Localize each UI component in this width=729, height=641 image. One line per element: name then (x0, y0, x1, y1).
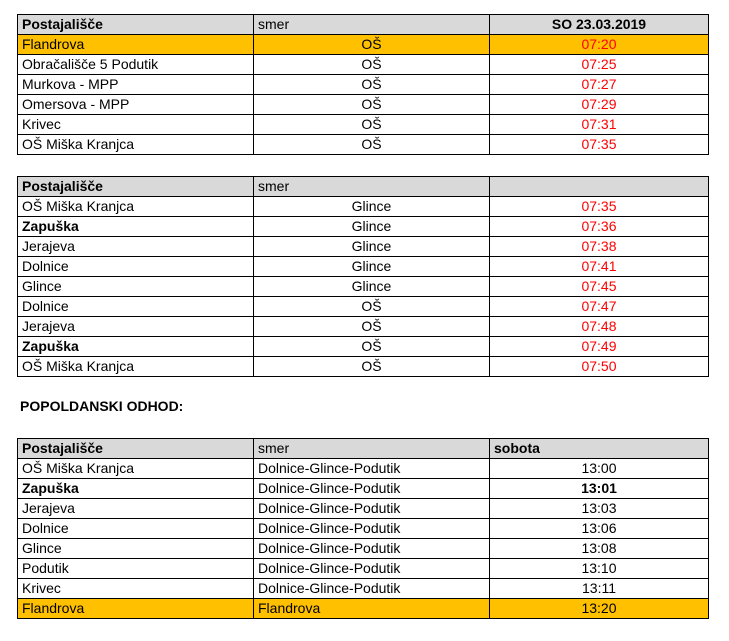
direction-cell: OŠ (254, 55, 490, 75)
time-cell: 07:47 (490, 297, 709, 317)
time-cell: 07:50 (490, 357, 709, 377)
table-row (18, 579, 709, 599)
header-direction: smer (254, 15, 490, 35)
stop-cell: OŠ Miška Kranjca (18, 135, 254, 155)
table-header-row (18, 15, 709, 35)
stop-cell: Podutik (18, 559, 254, 579)
direction-cell: OŠ (254, 135, 490, 155)
table-row (18, 197, 709, 217)
direction-cell: Dolnice-Glince-Podutik (254, 579, 490, 599)
table-row (18, 257, 709, 277)
stop-cell: Jerajeva (18, 499, 254, 519)
direction-cell: OŠ (254, 75, 490, 95)
time-cell: 13:00 (490, 459, 709, 479)
time-cell: 13:20 (490, 599, 709, 619)
header-direction: smer (254, 177, 490, 197)
stop-cell: Flandrova (18, 35, 254, 55)
time-cell: 07:25 (490, 55, 709, 75)
table-row (18, 479, 709, 499)
table-row (18, 75, 709, 95)
table-row (18, 35, 709, 55)
direction-cell: Dolnice-Glince-Podutik (254, 459, 490, 479)
direction-cell: OŠ (254, 297, 490, 317)
direction-cell: OŠ (254, 35, 490, 55)
stop-cell: OŠ Miška Kranjca (18, 357, 254, 377)
table-row (18, 135, 709, 155)
stop-cell: Jerajeva (18, 317, 254, 337)
afternoon-departure-heading: POPOLDANSKI ODHOD: (20, 398, 184, 414)
header-direction: smer (254, 439, 490, 459)
header-date: SO 23.03.2019 (490, 15, 709, 35)
stop-cell: Zapuška (18, 479, 254, 499)
table-header-row (18, 177, 709, 197)
table-row (18, 599, 709, 619)
table-row (18, 357, 709, 377)
table-row (18, 217, 709, 237)
table-row (18, 317, 709, 337)
time-cell: 13:01 (490, 479, 709, 499)
table-row (18, 55, 709, 75)
direction-cell: OŠ (254, 95, 490, 115)
time-cell: 13:10 (490, 559, 709, 579)
direction-cell: Dolnice-Glince-Podutik (254, 499, 490, 519)
table-row (18, 519, 709, 539)
time-cell: 07:48 (490, 317, 709, 337)
direction-cell: OŠ (254, 317, 490, 337)
time-cell: 07:45 (490, 277, 709, 297)
stop-cell: Dolnice (18, 257, 254, 277)
header-stop: Postajališče (18, 439, 254, 459)
direction-cell: Dolnice-Glince-Podutik (254, 539, 490, 559)
time-cell: 07:38 (490, 237, 709, 257)
time-cell: 07:49 (490, 337, 709, 357)
header-time (490, 177, 709, 197)
table-row (18, 337, 709, 357)
table-row (18, 459, 709, 479)
stop-cell: OŠ Miška Kranjca (18, 459, 254, 479)
table-row (18, 95, 709, 115)
direction-cell: Dolnice-Glince-Podutik (254, 479, 490, 499)
stop-cell: Krivec (18, 115, 254, 135)
table-header-row (18, 439, 709, 459)
time-cell: 13:08 (490, 539, 709, 559)
stop-cell: Zapuška (18, 337, 254, 357)
direction-cell: Glince (254, 217, 490, 237)
stop-cell: Jerajeva (18, 237, 254, 257)
direction-cell: Glince (254, 257, 490, 277)
time-cell: 13:11 (490, 579, 709, 599)
stop-cell: Krivec (18, 579, 254, 599)
time-cell: 07:20 (490, 35, 709, 55)
table-row (18, 499, 709, 519)
stop-cell: OŠ Miška Kranjca (18, 197, 254, 217)
time-cell: 07:27 (490, 75, 709, 95)
stop-cell: Obračališče 5 Podutik (18, 55, 254, 75)
time-cell: 07:31 (490, 115, 709, 135)
stop-cell: Dolnice (18, 297, 254, 317)
direction-cell: Glince (254, 277, 490, 297)
morning-to-school-table (17, 14, 709, 155)
header-day: sobota (490, 439, 709, 459)
direction-cell: Flandrova (254, 599, 490, 619)
time-cell: 07:35 (490, 135, 709, 155)
stop-cell: Omersova - MPP (18, 95, 254, 115)
direction-cell: Dolnice-Glince-Podutik (254, 559, 490, 579)
afternoon-departure-table (17, 438, 709, 619)
stop-cell: Glince (18, 277, 254, 297)
table-row (18, 539, 709, 559)
direction-cell: OŠ (254, 357, 490, 377)
header-stop: Postajališče (18, 15, 254, 35)
stop-cell: Flandrova (18, 599, 254, 619)
time-cell: 07:36 (490, 217, 709, 237)
time-cell: 07:41 (490, 257, 709, 277)
header-stop: Postajališče (18, 177, 254, 197)
direction-cell: Dolnice-Glince-Podutik (254, 519, 490, 539)
stop-cell: Zapuška (18, 217, 254, 237)
table-row (18, 559, 709, 579)
stop-cell: Glince (18, 539, 254, 559)
morning-loop-table (17, 176, 709, 377)
direction-cell: OŠ (254, 337, 490, 357)
table-row (18, 115, 709, 135)
stop-cell: Dolnice (18, 519, 254, 539)
table-row (18, 297, 709, 317)
direction-cell: OŠ (254, 115, 490, 135)
table-row (18, 237, 709, 257)
stop-cell: Murkova - MPP (18, 75, 254, 95)
direction-cell: Glince (254, 237, 490, 257)
time-cell: 13:03 (490, 499, 709, 519)
time-cell: 07:29 (490, 95, 709, 115)
time-cell: 07:35 (490, 197, 709, 217)
time-cell: 13:06 (490, 519, 709, 539)
table-row (18, 277, 709, 297)
direction-cell: Glince (254, 197, 490, 217)
